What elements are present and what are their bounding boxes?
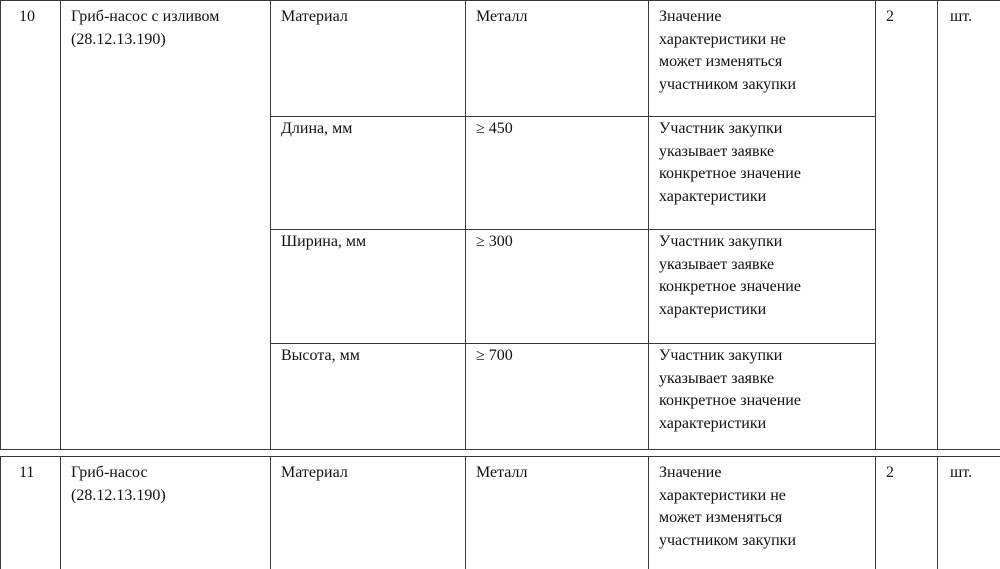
characteristic-value: Металл [476,464,528,481]
item-number-cell [1,1,61,450]
item-name: Гриб-насос с изливом [71,6,260,29]
characteristic-name: Материал [281,8,348,25]
table-row [1,457,1000,569]
characteristic-instruction-cell [649,457,876,569]
instruction-line: Участник закупки [659,118,865,141]
instruction-line: характеристики не [659,29,865,52]
item-name: Гриб-насос [71,462,260,485]
item-number: 10 [19,8,35,25]
item-okpd-code: (28.12.13.190) [71,29,260,52]
instruction-line: Участник закупки [659,231,865,254]
characteristic-value-cell [466,117,649,230]
instruction-line: Значение [659,462,865,485]
item-unit: шт. [950,464,972,481]
item-quantity-cell [876,457,938,569]
characteristic-name-cell [271,457,466,569]
instruction-line: участником закупки [659,74,865,97]
instruction-line: характеристики [659,186,865,209]
characteristic-instruction-cell [649,117,876,230]
instruction-line: характеристики не [659,485,865,508]
characteristic-name: Материал [281,464,348,481]
instruction-line: может изменяться [659,507,865,530]
item-quantity: 2 [886,8,894,25]
characteristic-value: ≥ 700 [476,347,513,364]
item-name-cell [61,1,271,450]
characteristic-value-cell [466,344,649,450]
instruction-line: конкретное значение [659,163,865,186]
instruction-line: Значение [659,6,865,29]
characteristic-value: Металл [476,8,528,25]
instruction-line: участником закупки [659,530,865,553]
instruction-line: указывает заявке [659,368,865,391]
characteristic-name: Длина, мм [281,120,352,137]
characteristic-value-cell [466,230,649,344]
instruction-line: Участник закупки [659,345,865,368]
characteristic-name: Высота, мм [281,347,360,364]
item-name-cell [61,457,271,569]
characteristic-value: ≥ 300 [476,233,513,250]
table-row [1,1,1000,117]
characteristic-name-cell [271,344,466,450]
item-unit-cell [938,457,1000,569]
instruction-line: может изменяться [659,51,865,74]
item-number: 11 [19,464,34,481]
characteristic-name: Ширина, мм [281,233,366,250]
characteristic-name-cell [271,117,466,230]
instruction-line: указывает заявке [659,141,865,164]
instruction-line: конкретное значение [659,276,865,299]
instruction-line: указывает заявке [659,254,865,277]
item-unit: шт. [950,8,972,25]
item-okpd-code: (28.12.13.190) [71,485,260,508]
instruction-line: характеристики [659,299,865,322]
characteristic-name-cell [271,230,466,344]
row-spacer-cell [1,450,1000,457]
item-quantity-cell [876,1,938,450]
characteristic-instruction-cell [649,344,876,450]
characteristic-value-cell [466,1,649,117]
characteristic-instruction-cell [649,1,876,117]
characteristic-value-cell [466,457,649,569]
item-unit-cell [938,1,1000,450]
characteristic-value: ≥ 450 [476,120,513,137]
instruction-line: конкретное значение [659,390,865,413]
item-number-cell [1,457,61,569]
characteristic-name-cell [271,1,466,117]
item-quantity: 2 [886,464,894,481]
row-spacer [1,450,1000,457]
instruction-line: характеристики [659,413,865,436]
characteristic-instruction-cell [649,230,876,344]
